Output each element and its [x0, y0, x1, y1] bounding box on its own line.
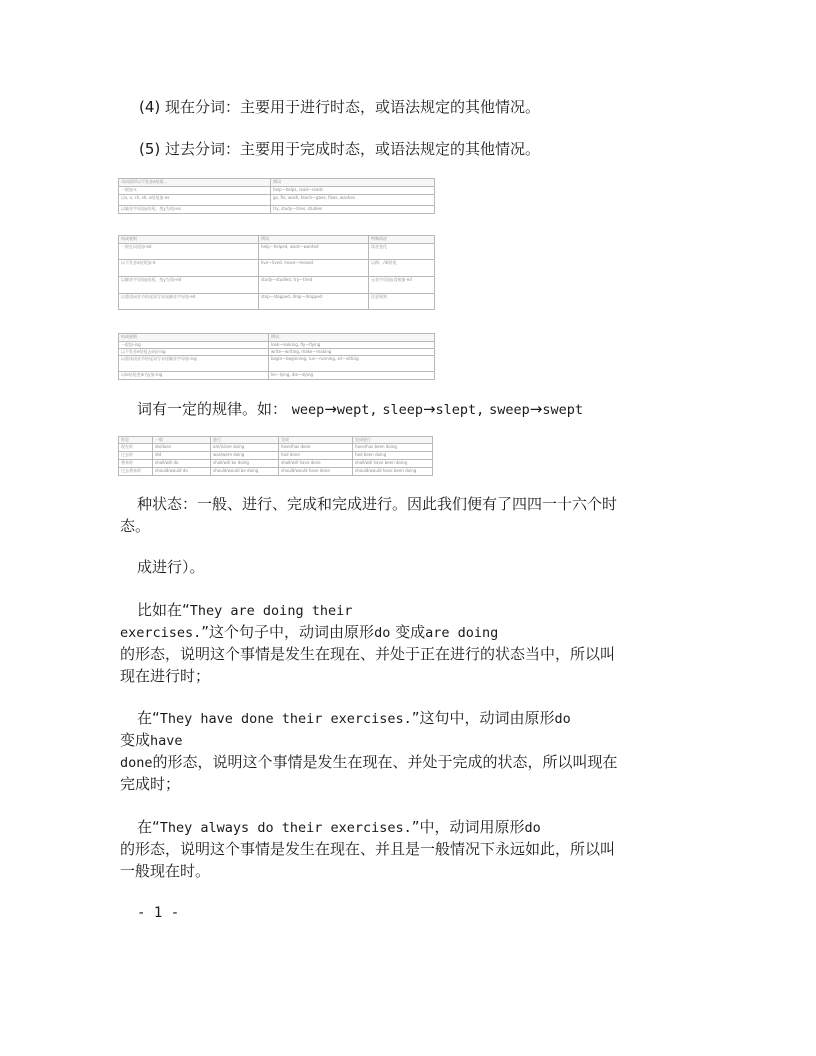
table-cell: 进行: [211, 437, 279, 444]
text: (5) 过去分词：主要用于完成时态，或语法规定的其他情况。: [139, 140, 541, 158]
text: 词有一定的规律。如：: [137, 400, 288, 418]
text: 完成时；: [120, 775, 181, 793]
table-row: [119, 206, 435, 214]
text: ”中，动词用原形: [411, 818, 525, 836]
text: 变成: [120, 731, 151, 749]
table-cell: 读音变化: [369, 244, 435, 260]
table-cell: 构成规则: [119, 236, 259, 244]
table-cell: 以ie结尾变ie为y加-ing: [119, 372, 269, 380]
table-cell: 过去将来时: [119, 468, 153, 476]
table-cell: write—writing, make—making: [269, 349, 435, 356]
paragraph-four-states-line2: [120, 515, 150, 537]
text: 态。: [120, 517, 151, 535]
table-cell: 例词: [269, 334, 435, 342]
text: 变成: [390, 623, 426, 641]
table-cell: 一般加-ing: [119, 342, 269, 349]
text: 的形态，说明这个事情是发生在现在、并处于正在进行的状态当中，所以叫: [120, 645, 616, 663]
text: ”这个句子中，动词由原形: [201, 623, 375, 641]
table-cell: 特殊情况: [369, 236, 435, 244]
text: 的形态，说明这个事情是发生在现在、并处于完成的状态，所以叫现在: [152, 753, 618, 771]
arrow-right-icon: →: [422, 400, 436, 418]
table-header-row: [119, 236, 435, 244]
english-text: do: [374, 625, 391, 641]
table-cell: 以不发音e结尾去e加-ing: [119, 349, 269, 356]
table-cell: help—helps, read—reads: [271, 187, 435, 195]
example2-line3: [120, 751, 618, 774]
table-cell: live—lived, move—moved: [259, 260, 369, 277]
word-weep: weep: [291, 402, 325, 418]
table-third-person-singular: [118, 178, 435, 214]
table-cell: 动词原形以不发音e结尾…: [119, 179, 271, 187]
text: 种状态：一般、进行、完成和完成进行。因此我们便有了四四一十六个时: [137, 495, 618, 513]
word-wept: wept,: [336, 402, 378, 418]
table-cell: 元音字母加y直接加-ed: [369, 277, 435, 294]
table-row: [119, 260, 435, 277]
table-cell: 以重读闭音节结尾双写末尾辅音字母加-ed: [119, 294, 259, 310]
text: 成进行）。: [137, 558, 205, 576]
table-row: [119, 356, 435, 372]
english-text: They always do their exercises.: [159, 820, 412, 836]
table-cell: try, study—tries, studies: [271, 206, 435, 214]
table-cell: look—looking, fly—flying: [269, 342, 435, 349]
example1-line1: [137, 599, 352, 622]
table-cell: 完成: [279, 437, 353, 444]
table-row: [119, 244, 435, 260]
table-cell: 过去时: [119, 452, 153, 460]
table-cell: 现在时: [119, 444, 153, 452]
english-text: have: [150, 733, 183, 749]
example1-line4: [120, 665, 210, 687]
table-cell: am/is/are doing: [211, 444, 279, 452]
paragraph-perfect-progressive: [137, 556, 205, 578]
table-cell: have/has done: [279, 444, 353, 452]
table-cell: 以不发音e结尾加-d: [119, 260, 259, 277]
table-row: [119, 468, 433, 476]
table-row: [119, 349, 435, 356]
table-cell: 例词: [259, 236, 369, 244]
table-cell: lie—lying, die—dying: [269, 372, 435, 380]
table-cell: 完成进行: [353, 437, 433, 444]
table-cell: 注意规则: [369, 294, 435, 310]
table-cell: shall/will be doing: [211, 460, 279, 468]
page-number-text: - 1 -: [137, 905, 180, 921]
table-row: [119, 294, 435, 310]
table-cell: do/does: [153, 444, 211, 452]
table-header-row: [119, 179, 435, 187]
word-sweep: sweep: [489, 402, 530, 418]
text: ”这句中，动词由原形: [411, 709, 555, 727]
text: 一般现在时。: [120, 862, 211, 880]
table-cell: 一般: [153, 437, 211, 444]
text: 在“: [137, 818, 160, 836]
table-cell: 以重读闭音节结尾双写末尾辅音字母加-ing: [119, 356, 269, 372]
table-cell: have/has been doing: [353, 444, 433, 452]
table-cell: go, fix, wash, teach—goes, fixes, washes: [271, 195, 435, 206]
word-swept: swept: [542, 402, 583, 418]
example2-line4: [120, 773, 180, 795]
example3-line2: [120, 838, 615, 860]
paragraph-four-states-line1: [137, 493, 617, 515]
english-text: do: [554, 711, 571, 727]
table-cell: 一般加-s: [119, 187, 271, 195]
text: 比如在“: [137, 601, 190, 619]
word-slept: slept,: [435, 402, 485, 418]
table-row: [119, 187, 435, 195]
table-cell: stop—stopped, drop—dropped: [259, 294, 369, 310]
table-row: [119, 444, 433, 452]
table-row: [119, 460, 433, 468]
table-cell: 以/t/、/d/结尾: [369, 260, 435, 277]
table-cell: had been doing: [353, 452, 433, 460]
paragraph-irregular-verbs: [137, 398, 583, 421]
table-cell: should/would have been doing: [353, 468, 433, 476]
table-cell: study—studied, try—tried: [259, 277, 369, 294]
page-number: [137, 902, 179, 924]
arrow-right-icon: →: [529, 400, 543, 418]
english-text: They have done their exercises.: [159, 711, 412, 727]
table-past-tense-rules: [118, 235, 435, 310]
table-cell: shall/will do: [153, 460, 211, 468]
text: 的形态，说明这个事情是发生在现在、并且是一般情况下永远如此，所以叫: [120, 840, 616, 858]
word-sleep: sleep: [382, 402, 423, 418]
example3-line1: [137, 816, 541, 839]
table-present-participle-rules: [118, 333, 435, 380]
table-cell: 时态: [119, 437, 153, 444]
example1-line2: [120, 621, 498, 644]
table-header-row: [119, 437, 433, 444]
table-row: [119, 342, 435, 349]
paragraph-past-participle: [139, 138, 540, 160]
table-cell: should/would have done: [279, 468, 353, 476]
example1-line3: [120, 643, 615, 665]
table-cell: 一般在词尾加-ed: [119, 244, 259, 260]
text: 现在进行时；: [120, 667, 211, 685]
text: (4) 现在分词：主要用于进行时态，或语法规定的其他情况。: [139, 98, 541, 116]
table-cell: 构成规则: [119, 334, 269, 342]
english-text: They are doing their: [189, 603, 353, 619]
text: 在“: [137, 709, 160, 727]
table-cell: 将来时: [119, 460, 153, 468]
table-cell: should/would do: [153, 468, 211, 476]
table-cell: shall/will have been doing: [353, 460, 433, 468]
example3-line3: [120, 860, 210, 882]
english-text: do: [524, 820, 541, 836]
example2-line2: [120, 729, 183, 752]
table-header-row: [119, 334, 435, 342]
table-row: [119, 452, 433, 460]
table-cell: should/would be doing: [211, 468, 279, 476]
paragraph-present-participle: [139, 96, 540, 118]
table-cell: 以辅音字母加y结尾，变y为i加-es: [119, 206, 271, 214]
table-cell: was/were doing: [211, 452, 279, 460]
table-row: [119, 277, 435, 294]
table-row: [119, 372, 435, 380]
english-text: done: [120, 755, 153, 771]
table-cell: begin—beginning, run—running, sit—sitting: [269, 356, 435, 372]
table-cell: 以s, x, ch, sh, o结尾加-es: [119, 195, 271, 206]
table-cell: help—helped, want—wanted: [259, 244, 369, 260]
example2-line1: [137, 707, 571, 730]
arrow-right-icon: →: [324, 400, 337, 418]
table-cell: had done: [279, 452, 353, 460]
table-cell: shall/will have done: [279, 460, 353, 468]
english-text: exercises.: [120, 625, 202, 641]
table-cell: 以辅音字母加y结尾，变y为i加-ed: [119, 277, 259, 294]
table-cell: 例词: [271, 179, 435, 187]
table-tense-forms: [118, 436, 433, 476]
english-text: are doing: [425, 625, 499, 641]
table-cell: did: [153, 452, 211, 460]
table-row: [119, 195, 435, 206]
